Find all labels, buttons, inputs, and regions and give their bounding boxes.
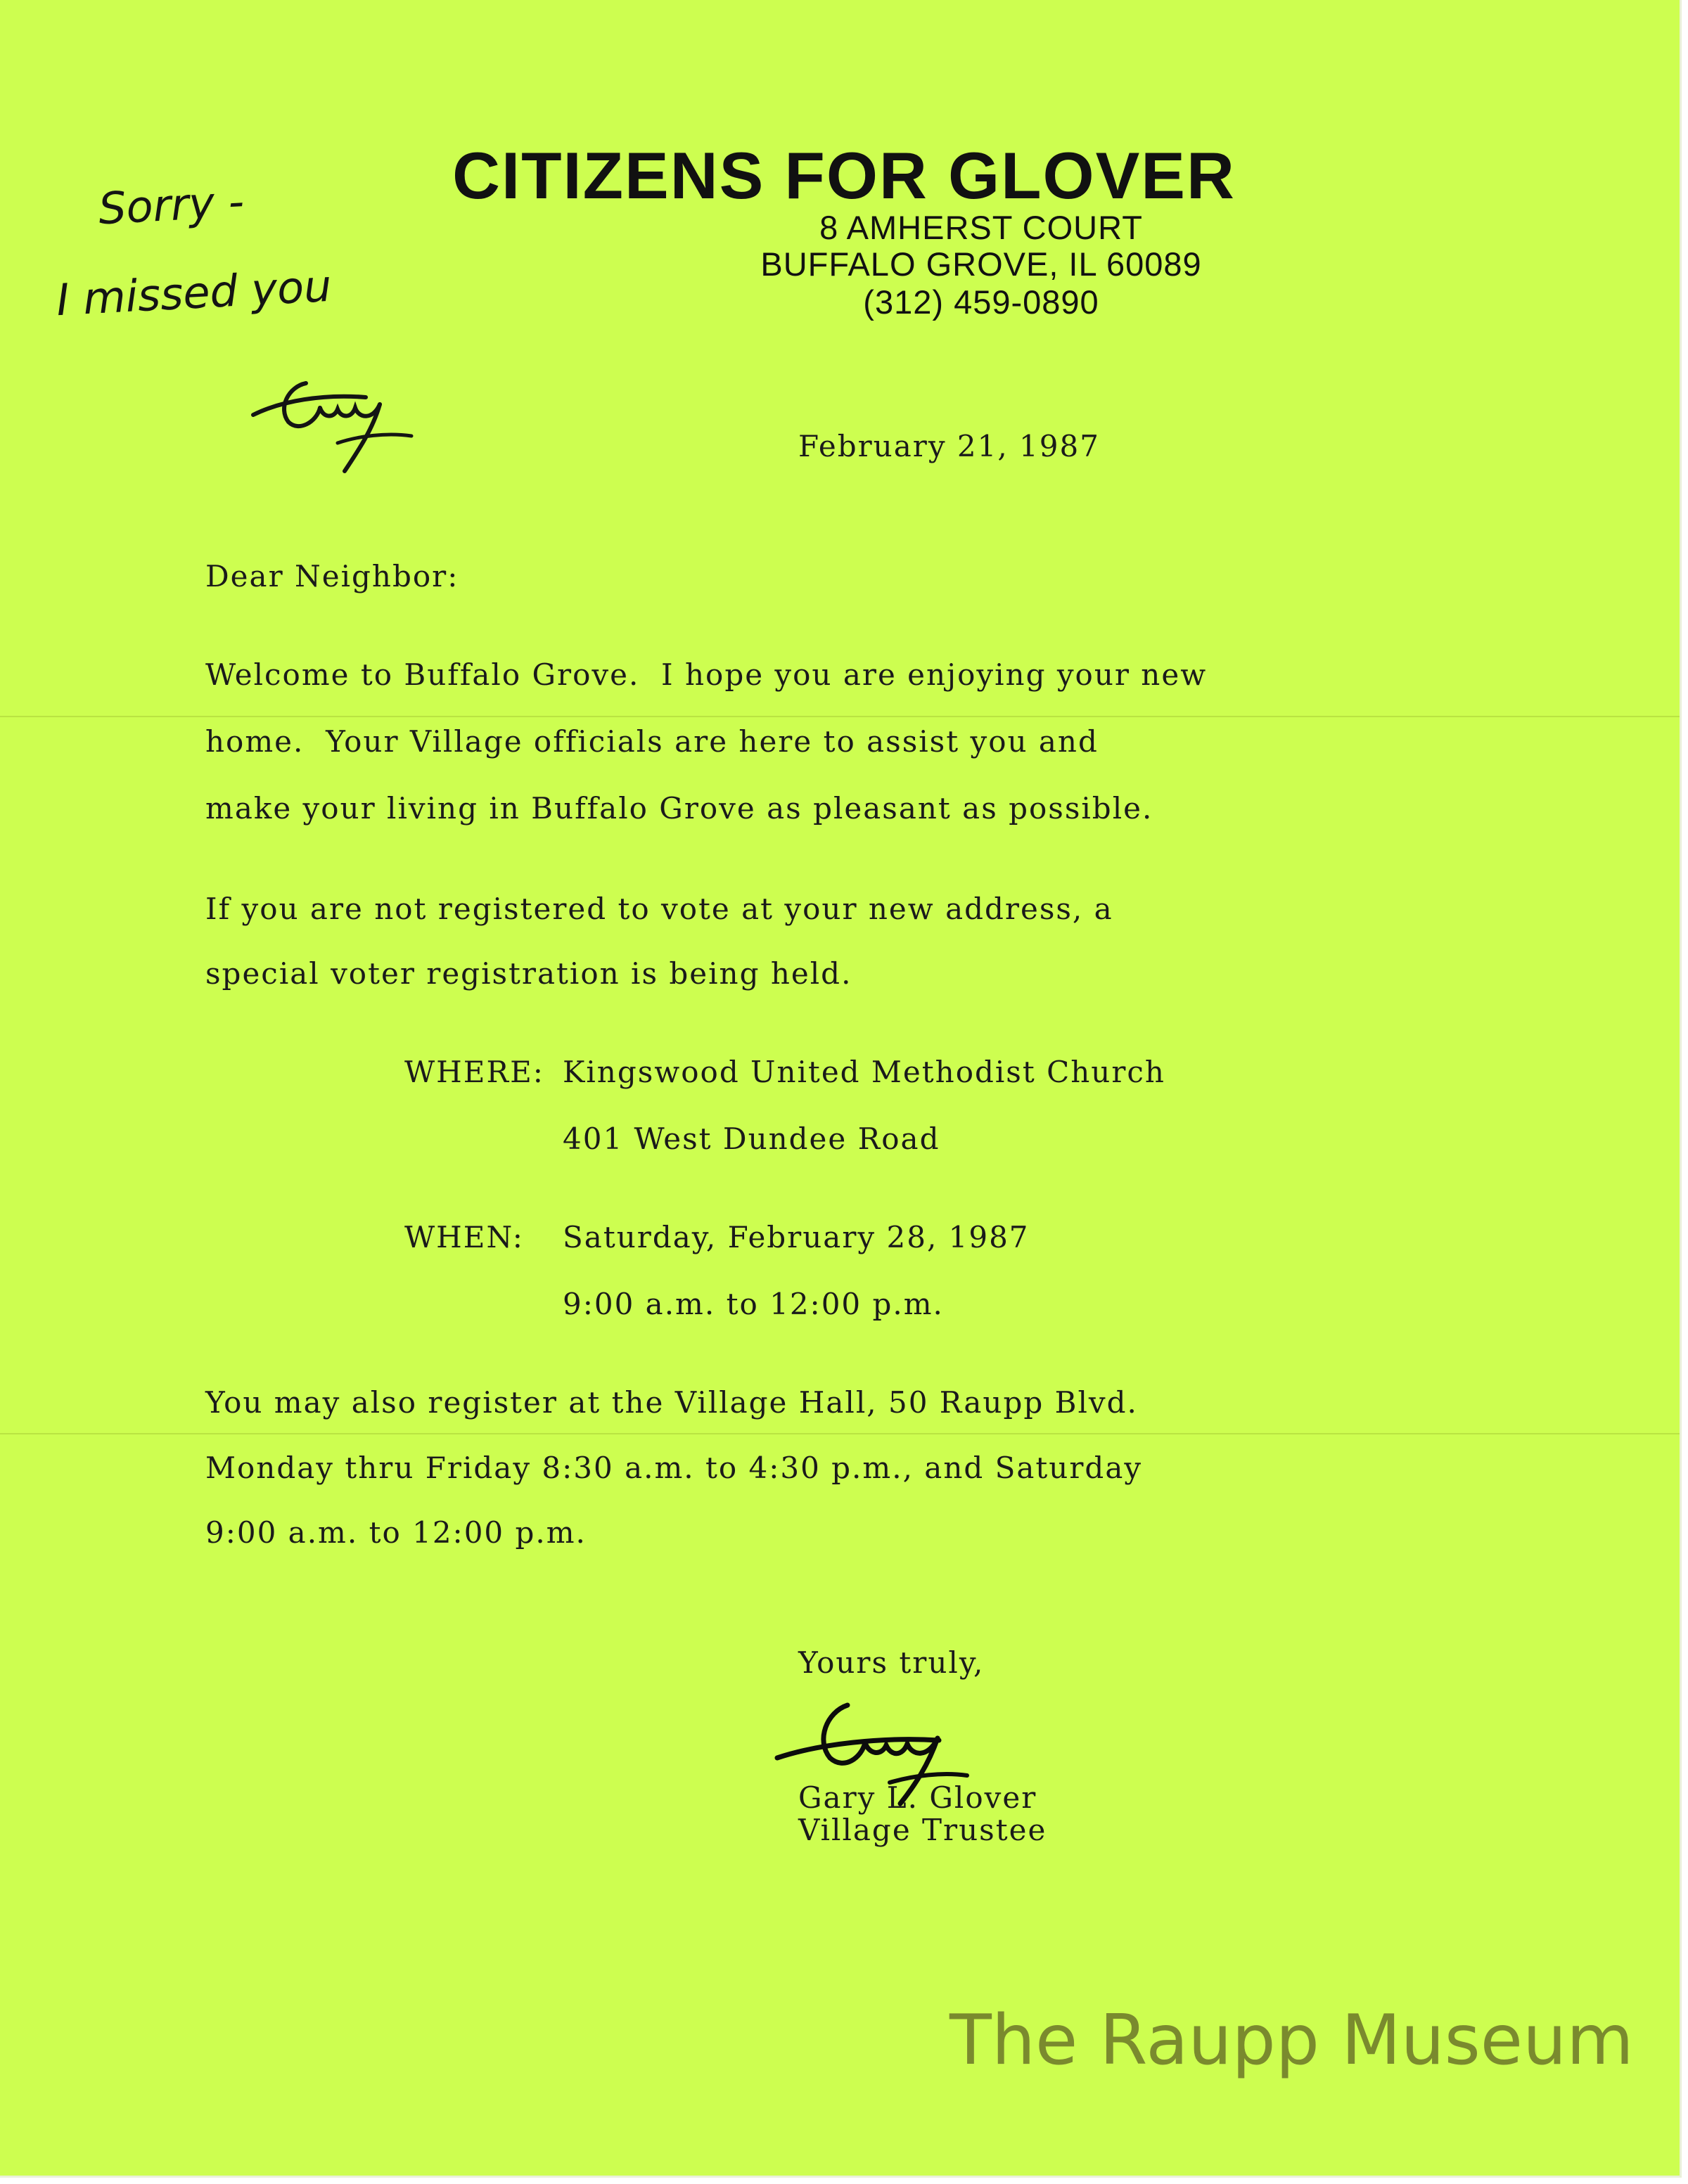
museum-watermark: The Raupp Museum [950, 2000, 1634, 2081]
paragraph3-line: You may also register at the Village Hall, 50 Raupp Blvd. [205, 1385, 1138, 1420]
signer-name: Gary L. Glover [798, 1780, 1037, 1815]
paragraph1-line: Welcome to Buffalo Grove. I hope you are enjoying your new [205, 657, 1208, 692]
handwritten-note-line1: Sorry - [97, 175, 245, 235]
paragraph3-line: 9:00 a.m. to 12:00 p.m. [205, 1515, 587, 1550]
letterhead-city: BUFFALO GROVE, IL 60089 [760, 245, 1202, 283]
where-label: WHERE: [404, 1055, 544, 1089]
paper-fold-line [0, 716, 1680, 717]
signer-title: Village Trustee [798, 1813, 1047, 1847]
paragraph1-line: home. Your Village officials are here to assist you and [205, 724, 1099, 759]
closing: Yours truly, [798, 1645, 985, 1680]
organization-name: CITIZENS FOR GLOVER [452, 139, 1236, 212]
when-label: WHEN: [404, 1220, 524, 1254]
paragraph1-line: make your living in Buffalo Grove as pleasant as possible. [205, 791, 1153, 826]
letter-date: February 21, 1987 [798, 429, 1100, 463]
letterhead-street: 8 AMHERST COURT [819, 209, 1143, 246]
letterhead-phone: (312) 459-0890 [863, 283, 1099, 321]
paragraph2-line: special voter registration is being held. [205, 956, 852, 991]
handwritten-note-line2: I missed you [55, 259, 333, 326]
when-line1: Saturday, February 28, 1987 [563, 1220, 1030, 1254]
paragraph2-line: If you are not registered to vote at your new address, a [205, 892, 1113, 926]
handwritten-note-signature [239, 366, 422, 485]
when-line2: 9:00 a.m. to 12:00 p.m. [563, 1287, 944, 1321]
paragraph3-line: Monday thru Friday 8:30 a.m. to 4:30 p.m., and Saturday [205, 1451, 1143, 1485]
where-line1: Kingswood United Methodist Church [563, 1055, 1165, 1089]
paper-fold-line [0, 1433, 1680, 1434]
salutation: Dear Neighbor: [205, 559, 459, 593]
where-line2: 401 West Dundee Road [563, 1122, 940, 1156]
